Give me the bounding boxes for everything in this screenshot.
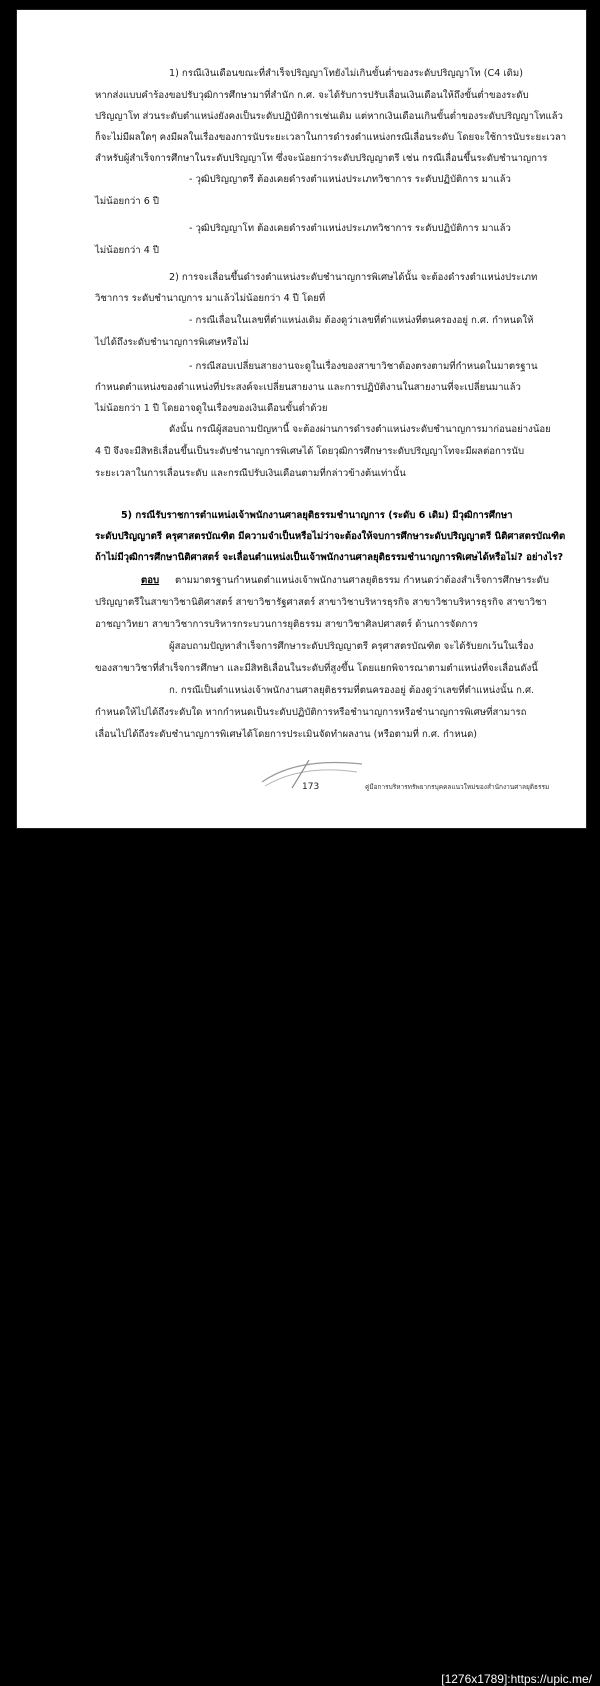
text-line: - กรณีเลื่อนในเลขที่ตำแหน่งเดิม ต้องดูว่าเลขที่ตำแหน่งที่ตนครองอยู่ ก.ศ. กำหนดให้ (189, 315, 534, 326)
text-line: 1) กรณีเงินเดือนขณะที่สำเร็จปริญญาโทยังไม่เกินขั้นต่ำของระดับปริญญาโท (C4 เดิม) (169, 68, 523, 79)
watermark-text: [1276x1789]:https://upic.me/ (441, 1672, 592, 1686)
text-line: เลื่อนไปได้ถึงระดับชำนาญการพิเศษได้โดยการประเมินจัดทำผลงาน (หรือตามที่ ก.ศ. กำหนด) (95, 729, 478, 740)
text-line: หากส่งแบบคำร้องขอปรับวุฒิการศึกษามาที่สำนัก ก.ศ. จะได้รับการปรับเลื่อนเงินเดือนให้ถึงขั้นต่ำของระดับ (95, 90, 529, 101)
text-line: ก. กรณีเป็นตำแหน่งเจ้าพนักงานศาลยุติธรรมที่ตนครองอยู่ ต้องดูว่าเลขที่ตำแหน่งนั้น ก.ศ. (169, 685, 535, 696)
text-line: 2) การจะเลื่อนขึ้นดำรงตำแหน่งระดับชำนาญการพิเศษได้นั้น จะต้องดำรงตำแหน่งประเภท (169, 272, 538, 283)
text-line: ไปได้ถึงระดับชำนาญการพิเศษหรือไม่ (95, 337, 249, 348)
text-line: ปริญญาตรีในสาขาวิชานิติศาสตร์ สาขาวิชารัฐศาสตร์ สาขาวิชาบริหารธุรกิจ สาขาวิชาบริหารธุรกิจ สาขาวิชา (95, 597, 547, 608)
text-line: ระยะเวลาในการเลื่อนระดับ และกรณีปรับเงินเดือนตามที่กล่าวข้างต้นเท่านั้น (95, 468, 406, 479)
text-line: ไม่น้อยกว่า 4 ปี (95, 245, 159, 256)
question-heading: 5) กรณีรับราชการตำแหน่งเจ้าพนักงานศาลยุติธรรมชำนาญการ (ระดับ 6 เดิม) มีวุฒิการศึกษา (121, 510, 513, 521)
text-line: ไม่น้อยกว่า 1 ปี โดยอาจดูในเรื่องของเงินเดือนขั้นต่ำด้วย (95, 403, 328, 414)
text-line: สำหรับผู้สำเร็จการศึกษาในระดับปริญญาโท ซึ่งจะน้อยกว่าระดับปริญญาตรี เช่น กรณีเลื่อนขึ้นระดับชำนาญการ (95, 153, 548, 164)
document-page (16, 9, 587, 829)
text-line: ก็จะไม่มีผลใดๆ คงมีผลในเรื่องของการนับระยะเวลาในการดำรงตำแหน่งกรณีเลื่อนระดับ โดยจะใช้การนับระยะเวลา (95, 132, 567, 143)
question-heading: ถ้าไม่มีวุฒิการศึกษานิติศาสตร์ จะเลื่อนตำแหน่งเป็นเจ้าพนักงานศาลยุติธรรมชำนาญการพิเศษได้หรือไม่? อย่างไร? (95, 552, 564, 563)
text-line: ตามมาตรฐานกำหนดตำแหน่งเจ้าพนักงานศาลยุติธรรม กำหนดว่าต้องสำเร็จการศึกษาระดับ (175, 575, 549, 586)
watermark-bar (0, 834, 600, 1686)
text-line: ดังนั้น กรณีผู้สอบถามปัญหานี้ จะต้องผ่านการดำรงตำแหน่งระดับชำนาญการมาก่อนอย่างน้อย (169, 424, 551, 435)
answer-label: ตอบ (141, 575, 160, 586)
question-heading: ระดับปริญญาตรี ครุศาสตรบัณฑิต มีความจำเป็นหรือไม่ว่าจะต้องให้จบการศึกษาระดับปริญญาตรี นิติศาสตรบัณฑิต (95, 531, 566, 542)
text-line: ไม่น้อยกว่า 6 ปี (95, 196, 159, 207)
text-line: อาชญาวิทยา สาขาวิชาการบริหารกระบวนการยุติธรรม สาขาวิชาศิลปศาสตร์ ด้านการจัดการ (95, 619, 478, 630)
text-line: วิชาการ ระดับชำนาญการ มาแล้วไม่น้อยกว่า 4 ปี โดยที่ (95, 293, 326, 304)
text-line: - วุฒิปริญญาโท ต้องเคยดำรงตำแหน่งประเภทวิชาการ ระดับปฏิบัติการ มาแล้ว (189, 223, 511, 234)
text-line: - กรณีสอบเปลี่ยนสายงานจะดูในเรื่องของสาขาวิชาต้องตรงตามที่กำหนดในมาตรฐาน (189, 361, 538, 372)
text-line: ของสาขาวิชาที่สำเร็จการศึกษา และมีสิทธิเลื่อนในระดับที่สูงขึ้น โดยแยกพิจารณาตามตำแหน่งที่จะเลื่อนดังนี้ (95, 663, 538, 674)
text-line: - วุฒิปริญญาตรี ต้องเคยดำรงตำแหน่งประเภทวิชาการ ระดับปฏิบัติการ มาแล้ว (189, 174, 511, 185)
page-number: 173 (302, 782, 320, 792)
text-line: ผู้สอบถามปัญหาสำเร็จการศึกษาระดับปริญญาตรี ครุศาสตรบัณฑิต จะได้รับยกเว้นในเรื่อง (169, 641, 534, 652)
text-line: 4 ปี จึงจะมีสิทธิเลื่อนขึ้นเป็นระดับชำนาญการพิเศษได้ โดยวุฒิการศึกษาระดับปริญญาโทจะมีผลต่อการนับ (95, 446, 525, 457)
text-line: ปริญญาโท ส่วนระดับตำแหน่งยังคงเป็นระดับปฏิบัติการเช่นเดิม แต่หากเงินเดือนเกินขั้นต่ำของระดับปริญญาโทแล้ว (95, 111, 563, 122)
text-line: กำหนดตำแหน่งของตำแหน่งที่ประสงค์จะเปลี่ยนสายงาน และการปฏิบัติงานในสายงานที่จะเปลี่ยนมาแล้ว (95, 382, 521, 393)
text-line: กำหนดให้ไปได้ถึงระดับใด หากกำหนดเป็นระดับปฏิบัติการหรือชำนาญการหรือชำนาญการพิเศษที่สามารถ (95, 707, 527, 718)
footer-note: คู่มือการบริหารทรัพยากรบุคคลแนวใหม่ของสำนักงานศาลยุติธรรม (365, 783, 550, 791)
